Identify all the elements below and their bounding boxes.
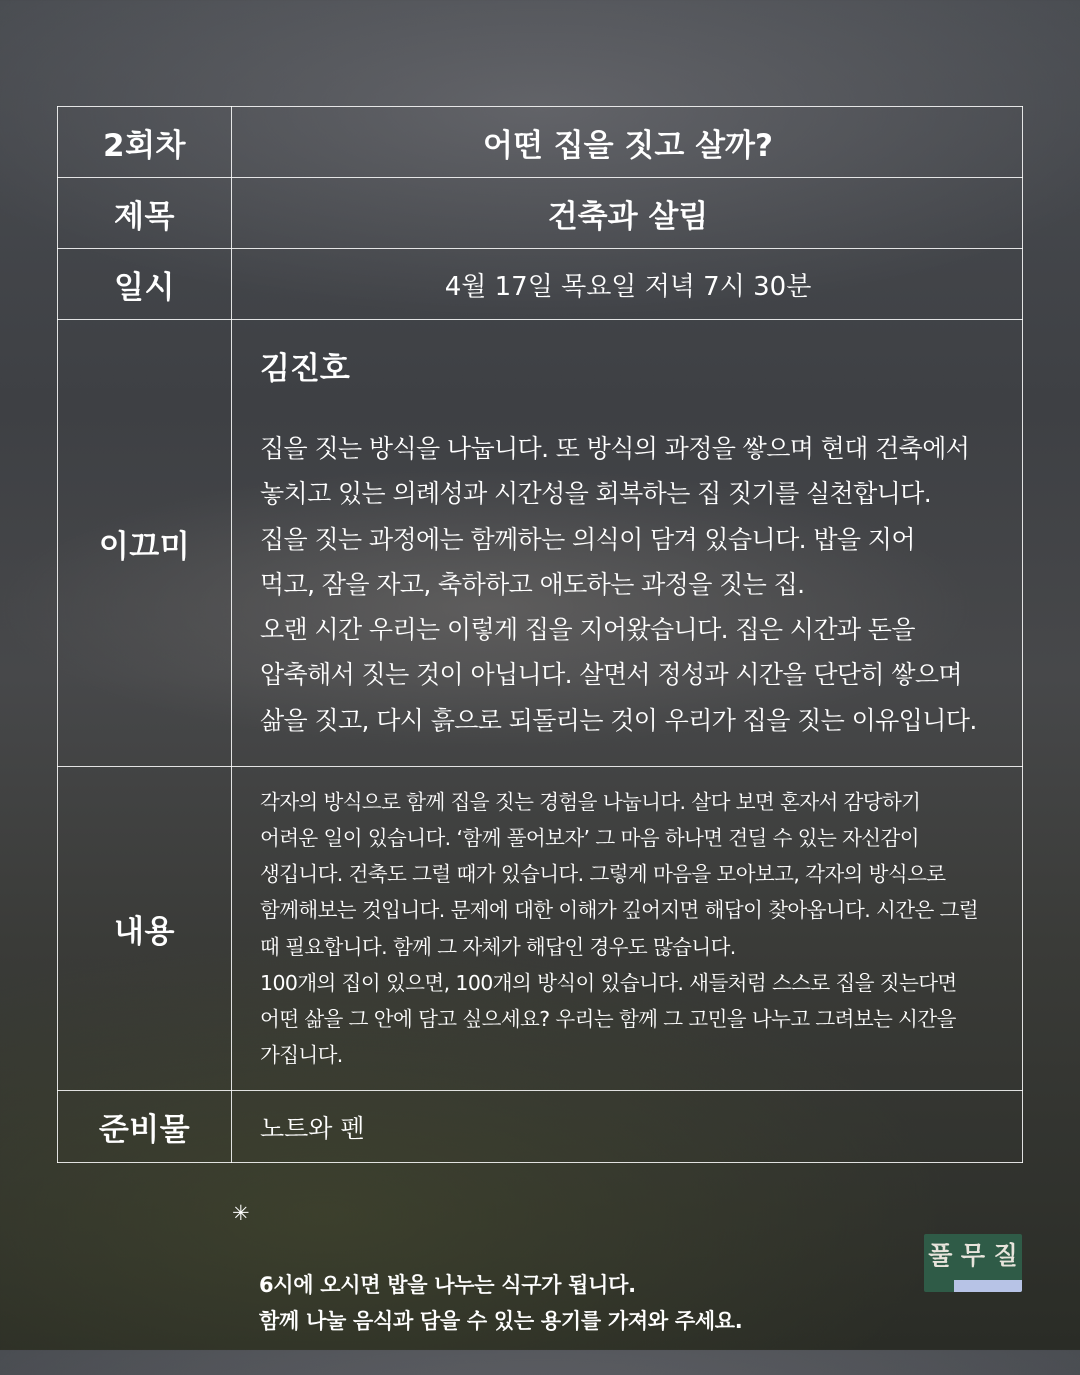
session-row xyxy=(58,107,1023,178)
content-cell xyxy=(232,767,1023,1091)
logo xyxy=(924,1234,1022,1292)
datetime-value: 4월 17일 목요일 저녁 7시 30분 xyxy=(232,249,1023,320)
content-text: 각자의 방식으로 함께 집을 짓는 경험을 나눕니다. 살다 보면 혼자서 감당하기 어려운 일이 있습니다. ‘함께 풀어보자’ 그 마음 하나면 견딜 수 있는 자신감이 생깁니다. 건축도 그럴 때가 있습니다. 그렇게 마음을 모아보고, 각자의 방식으로 함께해보는 것입니다. 문제에 대한 이해가 깊어지면 해답이 찾아옵니다. 시간은 그럴 때 필요합니다. 함께 그 자체가 해답인 경우도 많습니다. 100개의 집이 있으면, 100개의 방식이 있습니다. 새들처럼 스스로 집을 짓는다면 어떤 삶을 그 안에 담고 싶으세요? 우리는 함께 그 고민을 나누고 그려보는 시간을 가집니다. xyxy=(260,789,978,1068)
content-row xyxy=(58,767,1023,1091)
host-cell xyxy=(232,320,1023,767)
footnote xyxy=(232,1195,742,1375)
title-label: 제목 xyxy=(58,178,232,249)
logo-char: 질 xyxy=(993,1241,1018,1270)
title-value: 건축과 살림 xyxy=(232,178,1023,249)
datetime-label: 일시 xyxy=(58,249,232,320)
content-label: 내용 xyxy=(58,767,232,1091)
host-name: 김진호 xyxy=(260,350,350,387)
session-value: 어떤 집을 짓고 살까? xyxy=(232,107,1023,178)
session-label: 2회차 xyxy=(58,107,232,178)
host-row xyxy=(58,320,1023,767)
logo-strip xyxy=(954,1280,1022,1292)
footnote-text: 6시에 오시면 밥을 나누는 식구가 됩니다. 함께 나눌 음식과 담을 수 있는 용기를 가져와 주세요. xyxy=(259,1273,743,1333)
host-label: 이끄미 xyxy=(58,320,232,767)
supplies-value: 노트와 펜 xyxy=(232,1091,1023,1163)
asterisk-icon: ✳ xyxy=(232,1201,250,1225)
datetime-row xyxy=(58,249,1023,320)
host-description: 집을 짓는 방식을 나눕니다. 또 방식의 과정을 쌓으며 현대 건축에서 놓치고 있는 의례성과 시간성을 회복하는 집 짓기를 실천합니다. 집을 짓는 과정에는 함께하는 의식이 담겨 있습니다. 밥을 지어 먹고, 잠을 자고, 축하하고 애도하는 과정을 짓는 집. 오랜 시간 우리는 이렇게 집을 지어왔습니다. 집은 시간과 돈을 압축해서 짓는 것이 아닙니다. 살면서 정성과 시간을 단단히 쌓으며 삶을 짓고, 다시 흙으로 되돌리는 것이 우리가 집을 짓는 이유입니다. xyxy=(260,433,977,735)
title-row xyxy=(58,178,1023,249)
logo-char: 풀 xyxy=(928,1241,953,1270)
supplies-row xyxy=(58,1091,1023,1163)
program-info-table xyxy=(57,106,1023,1163)
logo-char: 무 xyxy=(960,1241,986,1270)
supplies-label: 준비물 xyxy=(58,1091,232,1163)
